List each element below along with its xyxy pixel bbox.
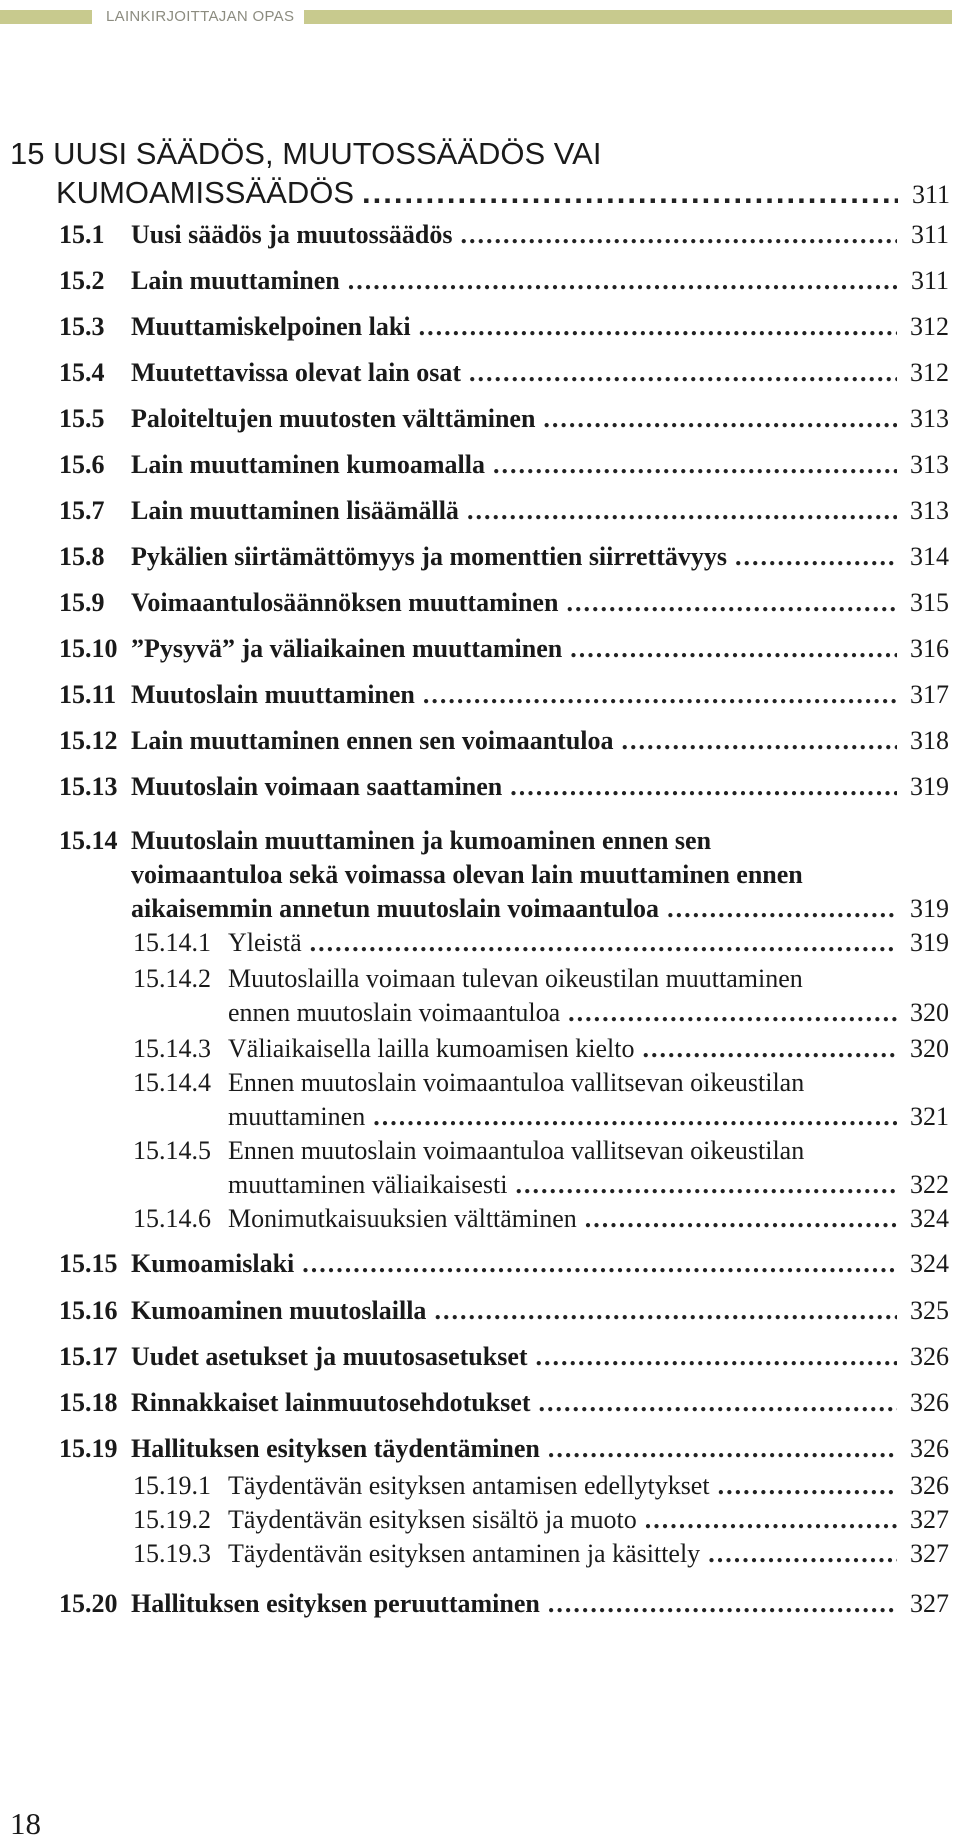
dot-leader [570, 632, 897, 666]
entry-page: 313 [910, 404, 949, 433]
entry-page: 326 [910, 1342, 949, 1371]
toc-entry[interactable] [59, 824, 949, 926]
entry-number: 15.7 [59, 496, 105, 525]
entry-page: 319 [910, 772, 949, 801]
entry-number: 15.14.6 [133, 1204, 211, 1233]
entry-number: 15.19.2 [133, 1505, 211, 1534]
dot-leader [568, 996, 897, 1030]
entry-number: 15.14 [59, 826, 118, 855]
entry-title: Hallituksen esityksen täydentäminen [131, 1434, 540, 1463]
dot-leader [735, 540, 897, 574]
toc-entry[interactable] [59, 1340, 949, 1374]
entry-number: 15.5 [59, 404, 105, 433]
dot-leader [585, 1202, 897, 1236]
entry-title-line2: voimaantuloa sekä voimassa olevan lain muuttaminen ennen [131, 860, 803, 889]
header-title: LAINKIRJOITTAJAN OPAS [106, 8, 295, 25]
entry-page: 326 [910, 1388, 949, 1417]
entry-title-line1: Muutoslailla voimaan tulevan oikeustilan muuttaminen [228, 964, 803, 993]
entry-title: Täydentävän esityksen antaminen ja käsittely [228, 1539, 701, 1568]
entry-title: Lain muuttaminen ennen sen voimaantuloa [131, 726, 614, 755]
entry-page: 313 [910, 450, 949, 479]
entry-number: 15.18 [59, 1388, 118, 1417]
toc-entry[interactable] [59, 1587, 949, 1621]
entry-page: 318 [910, 726, 949, 755]
entry-title-line1: Muutoslain muuttaminen ja kumoaminen ennen sen [131, 826, 712, 855]
entry-title: Täydentävän esityksen antamisen edellytykset [228, 1471, 710, 1500]
entry-page: 327 [910, 1589, 949, 1618]
dot-leader [467, 494, 897, 528]
dot-leader [539, 1386, 898, 1420]
entry-number: 15.14.4 [133, 1068, 211, 1097]
entry-page: 319 [910, 928, 949, 957]
entry-title: Rinnakkaiset lainmuutosehdotukset [131, 1388, 531, 1417]
entry-page: 326 [910, 1471, 949, 1500]
entry-page: 311 [910, 220, 949, 249]
dot-leader [310, 926, 897, 960]
dot-leader [718, 1469, 897, 1503]
dot-leader [548, 1587, 897, 1621]
toc-entry[interactable] [59, 264, 949, 298]
entry-title: Muutoslain voimaan saattaminen [131, 772, 503, 801]
entry-number: 15.19 [59, 1434, 118, 1463]
entry-number: 15.10 [59, 634, 118, 663]
toc-entry[interactable] [59, 218, 949, 252]
entry-title: ennen muutoslain voimaantuloa [228, 998, 561, 1027]
dot-leader [493, 448, 897, 482]
page-number: 18 [10, 1806, 41, 1841]
entry-title: Voimaantulosäännöksen muuttaminen [131, 588, 559, 617]
toc-entry[interactable] [59, 632, 949, 666]
entry-page: 322 [910, 1170, 949, 1199]
chapter-page: 311 [911, 180, 950, 209]
toc-subentry[interactable] [133, 1066, 949, 1134]
entry-number: 15.12 [59, 726, 118, 755]
entry-title: Muutettavissa olevat lain osat [131, 358, 462, 387]
toc-subentry[interactable] [133, 962, 949, 1030]
dot-leader [566, 586, 897, 620]
toc-entry[interactable] [59, 586, 949, 620]
entry-page: 317 [910, 680, 949, 709]
entry-page: 327 [910, 1539, 949, 1568]
dot-leader [348, 264, 897, 298]
entry-page: 325 [910, 1296, 949, 1325]
toc-entry[interactable] [59, 1247, 949, 1281]
toc-entry[interactable] [59, 540, 949, 574]
entry-title-line1: Ennen muutoslain voimaantuloa vallitsevan oikeustilan [228, 1136, 805, 1165]
entry-page: 312 [910, 358, 949, 387]
entry-page: 319 [910, 894, 949, 923]
entry-title: Muutoslain muuttaminen [131, 680, 415, 709]
toc-entry[interactable] [59, 1432, 949, 1466]
entry-number: 15.14.3 [133, 1034, 211, 1063]
toc-subentry[interactable] [133, 1469, 949, 1503]
entry-title: muuttaminen [228, 1102, 366, 1131]
entry-page: 315 [910, 588, 949, 617]
toc-entry[interactable] [59, 310, 949, 344]
entry-title: Kumoamislaki [131, 1249, 295, 1278]
entry-title: Kumoaminen muutoslailla [131, 1296, 427, 1325]
entry-page: 311 [910, 266, 949, 295]
dot-leader [460, 218, 897, 252]
toc-entry[interactable] [59, 1386, 949, 1420]
dot-leader [515, 1168, 897, 1202]
dot-leader [423, 678, 897, 712]
toc-entry[interactable] [59, 678, 949, 712]
dot-leader [643, 1032, 898, 1066]
dot-leader [302, 1247, 897, 1281]
entry-number: 15.11 [59, 680, 117, 709]
dot-leader [543, 402, 897, 436]
toc-entry[interactable] [59, 356, 949, 390]
toc-subentry[interactable] [133, 1032, 949, 1066]
entry-title: Pykälien siirtämättömyys ja momenttien siirrettävyys [131, 542, 727, 571]
entry-number: 15.17 [59, 1342, 118, 1371]
entry-title: muuttaminen väliaikaisesti [228, 1170, 508, 1199]
entry-title-line1: Ennen muutoslain voimaantuloa vallitsevan oikeustilan [228, 1068, 805, 1097]
entry-title: Yleistä [228, 928, 302, 957]
entry-number: 15.20 [59, 1589, 118, 1618]
toc-entry[interactable] [59, 1294, 949, 1328]
toc-subentry[interactable] [133, 1202, 949, 1236]
dot-leader [548, 1432, 897, 1466]
dot-leader [419, 310, 897, 344]
entry-number: 15.2 [59, 266, 105, 295]
dot-leader [362, 173, 898, 212]
header-bar-right [304, 10, 952, 24]
entry-number: 15.19.1 [133, 1471, 211, 1500]
entry-number: 15.14.1 [133, 928, 211, 957]
dot-leader [667, 892, 897, 926]
entry-number: 15.16 [59, 1296, 118, 1325]
entry-title: Lain muuttaminen [131, 266, 340, 295]
entry-title: Muuttamiskelpoinen laki [131, 312, 411, 341]
entry-number: 15.9 [59, 588, 105, 617]
entry-number: 15.15 [59, 1249, 118, 1278]
entry-title: Uudet asetukset ja muutosasetukset [131, 1342, 528, 1371]
entry-number: 15.4 [59, 358, 105, 387]
entry-page: 313 [910, 496, 949, 525]
entry-number: 15.13 [59, 772, 118, 801]
toc-subentry[interactable] [133, 1537, 949, 1571]
entry-number: 15.1 [59, 220, 105, 249]
entry-title: Uusi säädös ja muutossäädös [131, 220, 453, 249]
running-header [0, 7, 960, 27]
dot-leader [469, 356, 897, 390]
entry-number: 15.6 [59, 450, 105, 479]
dot-leader [536, 1340, 897, 1374]
entry-page: 326 [910, 1434, 949, 1463]
entry-number: 15.8 [59, 542, 105, 571]
entry-page: 321 [910, 1102, 949, 1131]
chapter-title-line1: 15 UUSI SÄÄDÖS, MUUTOSSÄÄDÖS VAI [10, 136, 602, 171]
toc-entry[interactable] [59, 494, 949, 528]
entry-title: ”Pysyvä” ja väliaikainen muuttaminen [131, 634, 563, 663]
entry-page: 320 [910, 1034, 949, 1063]
chapter-heading [10, 134, 950, 214]
header-bar-left [0, 10, 92, 24]
entry-title: Paloiteltujen muutosten välttäminen [131, 404, 536, 433]
dot-leader [373, 1100, 897, 1134]
toc-entry[interactable] [59, 724, 949, 758]
entry-title: Hallituksen esityksen peruuttaminen [131, 1589, 540, 1618]
dot-leader [510, 770, 897, 804]
entry-page: 320 [910, 998, 949, 1027]
entry-title: Lain muuttaminen lisäämällä [131, 496, 459, 525]
toc-subentry[interactable] [133, 1134, 949, 1202]
dot-leader [434, 1294, 897, 1328]
dot-leader [622, 724, 897, 758]
dot-leader [645, 1503, 897, 1537]
entry-page: 327 [910, 1505, 949, 1534]
entry-page: 316 [910, 634, 949, 663]
toc-entry[interactable] [59, 402, 949, 436]
entry-page: 324 [910, 1204, 949, 1233]
entry-title: Lain muuttaminen kumoamalla [131, 450, 485, 479]
entry-title: aikaisemmin annetun muutoslain voimaantuloa [131, 894, 660, 923]
entry-page: 314 [910, 542, 949, 571]
chapter-title-line2: KUMOAMISSÄÄDÖS [56, 175, 354, 210]
toc-subentry[interactable] [133, 926, 949, 960]
entry-page: 312 [910, 312, 949, 341]
toc-subentry[interactable] [133, 1503, 949, 1537]
entry-number: 15.3 [59, 312, 105, 341]
entry-title: Täydentävän esityksen sisältö ja muoto [228, 1505, 637, 1534]
entry-number: 15.19.3 [133, 1539, 211, 1568]
entry-title: Monimutkaisuuksien välttäminen [228, 1204, 577, 1233]
entry-number: 15.14.5 [133, 1136, 211, 1165]
toc-entry[interactable] [59, 770, 949, 804]
entry-page: 324 [910, 1249, 949, 1278]
dot-leader [708, 1537, 897, 1571]
entry-title: Väliaikaisella lailla kumoamisen kielto [228, 1034, 635, 1063]
entry-number: 15.14.2 [133, 964, 211, 993]
toc-entry[interactable] [59, 448, 949, 482]
